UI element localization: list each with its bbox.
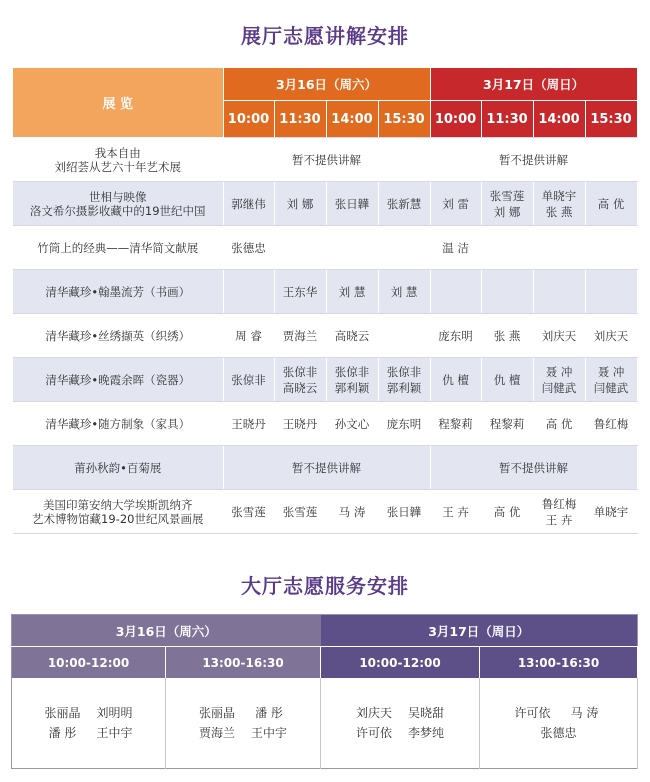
hall-time-slot: 10:00-12:00 [321, 647, 480, 679]
hall-time-slot: 13:00-16:30 [480, 647, 638, 679]
guide-cell [430, 490, 481, 534]
guide-cell [274, 226, 326, 270]
guide-name: 刘 慧 [390, 284, 418, 299]
hall-volunteer-line [480, 723, 637, 743]
exhibition-row [13, 226, 637, 270]
guide-cell [378, 226, 430, 270]
no-guide-note: 暂不提供讲解 [430, 446, 637, 490]
hall-volunteer-name: 许可依 [355, 726, 392, 740]
hall-volunteer-line [166, 723, 320, 743]
guide-cell [533, 358, 585, 402]
day2-header: 3月17日（周日） [430, 68, 637, 101]
guide-cell [430, 314, 481, 358]
guide-cell [274, 402, 326, 446]
exhibition-name-line: 刘绍荟从艺六十年艺术展 [54, 159, 181, 174]
guide-cell [481, 270, 533, 314]
guide-name: 程黎莉 [438, 416, 473, 431]
guide-name: 张 燕 [493, 328, 521, 343]
guide-name: 周 睿 [235, 328, 262, 343]
guide-cell [274, 182, 326, 226]
guide-name: 孙文心 [334, 416, 370, 431]
guide-name: 王东华 [282, 284, 318, 299]
guide-cell [533, 270, 585, 314]
guide-name: 庞东明 [386, 416, 422, 431]
exhibition-column-header: 展 览 [13, 68, 223, 138]
no-guide-note: 暂不提供讲解 [430, 138, 637, 182]
guide-name: 王 卉 [545, 512, 573, 527]
exhibition-name-line: 我本自由 [94, 145, 141, 160]
exhibition-row [13, 358, 637, 402]
exhibition-row [13, 138, 637, 182]
guide-cell [481, 402, 533, 446]
guide-cell [481, 182, 533, 226]
guide-name: 仇 檀 [493, 372, 521, 387]
guide-cell [481, 358, 533, 402]
guide-cell [430, 358, 481, 402]
hall-volunteers-cell [480, 678, 638, 769]
time-slot-header: 11:30 [481, 101, 533, 138]
time-slot-header: 14:00 [326, 101, 378, 138]
exhibition-name-line: 艺术博物馆藏19-20世纪风景画展 [32, 511, 204, 526]
guide-name: 高晓云 [282, 380, 318, 395]
guide-name: 张 燕 [545, 204, 573, 219]
guide-cell [326, 226, 378, 270]
guide-name: 闫健武 [541, 380, 577, 395]
guide-name: 王 卉 [442, 504, 469, 519]
hall-time-slot: 13:00-16:30 [166, 647, 321, 679]
guide-cell [481, 226, 533, 270]
guide-name: 单晓宇 [541, 188, 577, 203]
guide-cell [223, 358, 274, 402]
guide-cell [533, 490, 585, 534]
guide-name: 张倞非 [386, 364, 422, 379]
exhibition-name [13, 402, 223, 446]
hall-volunteer-name: 刘明明 [96, 706, 133, 720]
exhibition-name-line: 世相与映像 [89, 189, 147, 204]
guide-name: 庞东明 [438, 328, 473, 343]
guide-name: 聂 冲 [545, 364, 573, 379]
guide-cell [430, 270, 481, 314]
guide-name: 郭继伟 [231, 196, 266, 211]
exhibition-name [13, 182, 223, 226]
hall-volunteer-name: 刘庆天 [355, 706, 392, 720]
hall-volunteer-name: 王中宇 [96, 726, 133, 740]
guide-cell [585, 182, 637, 226]
guide-cell [481, 490, 533, 534]
guide-cell [378, 490, 430, 534]
hall-volunteers-cell [166, 678, 321, 769]
guide-name: 刘 雷 [442, 196, 469, 211]
hall-volunteer-name: 贾海兰 [198, 726, 235, 740]
guide-name: 鲁红梅 [541, 496, 577, 511]
hall-volunteer-name: 马 涛 [570, 706, 599, 720]
exhibition-name-line: 莆孙秋韵•百菊展 [74, 460, 162, 475]
exhibition-name [13, 358, 223, 402]
guide-name: 张日韡 [334, 196, 370, 211]
guide-cell [585, 314, 637, 358]
time-slot-header: 15:30 [378, 101, 430, 138]
guide-name: 张雪莲 [489, 188, 525, 203]
guide-cell [430, 402, 481, 446]
exhibition-row [13, 182, 637, 226]
exhibition-name [13, 314, 223, 358]
exhibition-row [13, 402, 637, 446]
hall-volunteer-name: 吴晓甜 [407, 706, 444, 720]
guide-cell [223, 402, 274, 446]
guide-name: 刘 娜 [286, 196, 314, 211]
exhibition-row [13, 446, 637, 490]
exhibition-name-line: 清华藏珍•翰墨流芳（书画） [45, 284, 191, 299]
guide-cell [223, 314, 274, 358]
time-slot-header: 10:00 [430, 101, 481, 138]
exhibition-name-line: 清华藏珍•丝绣撷英（织绣） [45, 328, 191, 343]
guide-name: 高晓云 [334, 328, 370, 343]
time-slot-header: 14:00 [533, 101, 585, 138]
guide-cell [585, 226, 637, 270]
hall-service-table [11, 614, 638, 769]
guide-cell [481, 314, 533, 358]
hall-day1-header: 3月16日（周六） [12, 615, 321, 647]
hall-volunteer-line [166, 703, 320, 723]
guide-cell [223, 226, 274, 270]
exhibition-name-line: 竹筒上的经典——清华简文献展 [37, 240, 199, 255]
hall-volunteer-name: 潘 彤 [255, 706, 283, 720]
hall-schedule-title: 大厅志愿服务安排 [241, 574, 409, 598]
guide-name: 高 优 [597, 196, 625, 211]
no-guide-note: 暂不提供讲解 [223, 138, 430, 182]
exhibition-name-line: 清华藏珍•随方制象（家具） [45, 416, 191, 431]
guide-name: 高 优 [545, 416, 573, 431]
guide-name: 张新慧 [386, 196, 422, 211]
guide-cell [326, 358, 378, 402]
guide-cell [430, 226, 481, 270]
guide-cell [326, 402, 378, 446]
guide-cell [378, 402, 430, 446]
guide-cell [585, 270, 637, 314]
guide-cell [533, 226, 585, 270]
guide-cell [430, 182, 481, 226]
guide-cell [585, 358, 637, 402]
guide-name: 刘 娜 [493, 204, 521, 219]
hall-day2-header: 3月17日（周日） [321, 615, 638, 647]
guide-cell [378, 358, 430, 402]
guide-name: 仇 檀 [442, 372, 469, 387]
hall-volunteer-name: 张德忠 [540, 726, 577, 740]
guide-cell [326, 270, 378, 314]
hall-volunteer-name: 张丽晶 [44, 706, 81, 720]
hall-volunteers-cell [12, 678, 166, 769]
hall-volunteer-line [321, 703, 479, 723]
guide-name: 郭利颖 [386, 380, 422, 395]
guide-name: 马 涛 [338, 504, 366, 519]
guide-cell [378, 182, 430, 226]
guide-name: 程黎莉 [489, 416, 525, 431]
guide-name: 张雪莲 [282, 504, 318, 519]
guide-name: 王晓丹 [231, 416, 266, 431]
guide-cell [533, 182, 585, 226]
hall-volunteer-name: 许可依 [514, 706, 551, 720]
guide-name: 温 洁 [442, 240, 469, 255]
exhibition-name [13, 226, 223, 270]
hall-volunteer-name: 潘 彤 [48, 726, 77, 740]
hall-volunteer-name: 王中宇 [250, 726, 287, 740]
time-slot-header: 15:30 [585, 101, 637, 138]
exhibition-name [13, 446, 223, 490]
guide-name: 郭利颖 [334, 380, 370, 395]
guide-cell [274, 358, 326, 402]
hall-volunteer-name: 李梦纯 [407, 726, 444, 740]
guide-cell [223, 490, 274, 534]
guide-name: 张倞非 [282, 364, 318, 379]
guide-cell [533, 402, 585, 446]
hall-volunteer-line [12, 703, 165, 723]
no-guide-note: 暂不提供讲解 [223, 446, 430, 490]
guide-name: 张倞非 [334, 364, 370, 379]
guide-name: 聂 冲 [597, 364, 625, 379]
guide-name: 高 优 [493, 504, 521, 519]
guide-name: 鲁红梅 [593, 416, 629, 431]
guide-cell [585, 490, 637, 534]
guide-cell [223, 270, 274, 314]
exhibition-name [13, 270, 223, 314]
exhibition-name [13, 138, 223, 182]
hall-volunteer-line [480, 703, 637, 723]
guide-cell [274, 270, 326, 314]
guide-name: 王晓丹 [282, 416, 318, 431]
exhibition-name-line: 清华藏珍•晚霞余晖（瓷器） [45, 372, 191, 387]
guide-name: 刘庆天 [541, 328, 577, 343]
hall-volunteer-name: 张丽晶 [198, 706, 235, 720]
exhibition-name-line: 美国印第安纳大学埃斯凯纳齐 [43, 497, 193, 512]
hall-volunteers-cell [321, 678, 480, 769]
hall-volunteer-line [321, 723, 479, 743]
guide-name: 张倞非 [231, 372, 266, 387]
guide-name: 刘 慧 [338, 284, 366, 299]
guide-name: 贾海兰 [282, 328, 318, 343]
exhibition-schedule-table [13, 68, 638, 534]
guide-name: 张日韡 [386, 504, 422, 519]
hall-time-slot: 10:00-12:00 [12, 647, 166, 679]
guide-name: 张雪莲 [231, 504, 266, 519]
guide-cell [326, 314, 378, 358]
exhibition-name [13, 490, 223, 534]
guide-cell [378, 314, 430, 358]
guide-name: 张德忠 [231, 240, 266, 255]
guide-name: 单晓宇 [593, 504, 629, 519]
exhibition-name-line: 洛文希尔摄影收藏中的19世纪中国 [29, 203, 206, 218]
time-slot-header: 10:00 [223, 101, 274, 138]
exhibition-row [13, 270, 637, 314]
guide-cell [585, 402, 637, 446]
guide-cell [223, 182, 274, 226]
exhibition-row [13, 490, 637, 534]
exhibition-schedule-title: 展厅志愿讲解安排 [241, 24, 409, 48]
time-slot-header: 11:30 [274, 101, 326, 138]
guide-cell [274, 490, 326, 534]
hall-volunteer-line [12, 723, 165, 743]
exhibition-row [13, 314, 637, 358]
guide-name: 刘庆天 [593, 328, 629, 343]
guide-cell [274, 314, 326, 358]
day1-header: 3月16日（周六） [223, 68, 430, 101]
guide-cell [326, 182, 378, 226]
guide-cell [326, 490, 378, 534]
guide-name: 闫健武 [593, 380, 629, 395]
guide-cell [533, 314, 585, 358]
guide-cell [378, 270, 430, 314]
